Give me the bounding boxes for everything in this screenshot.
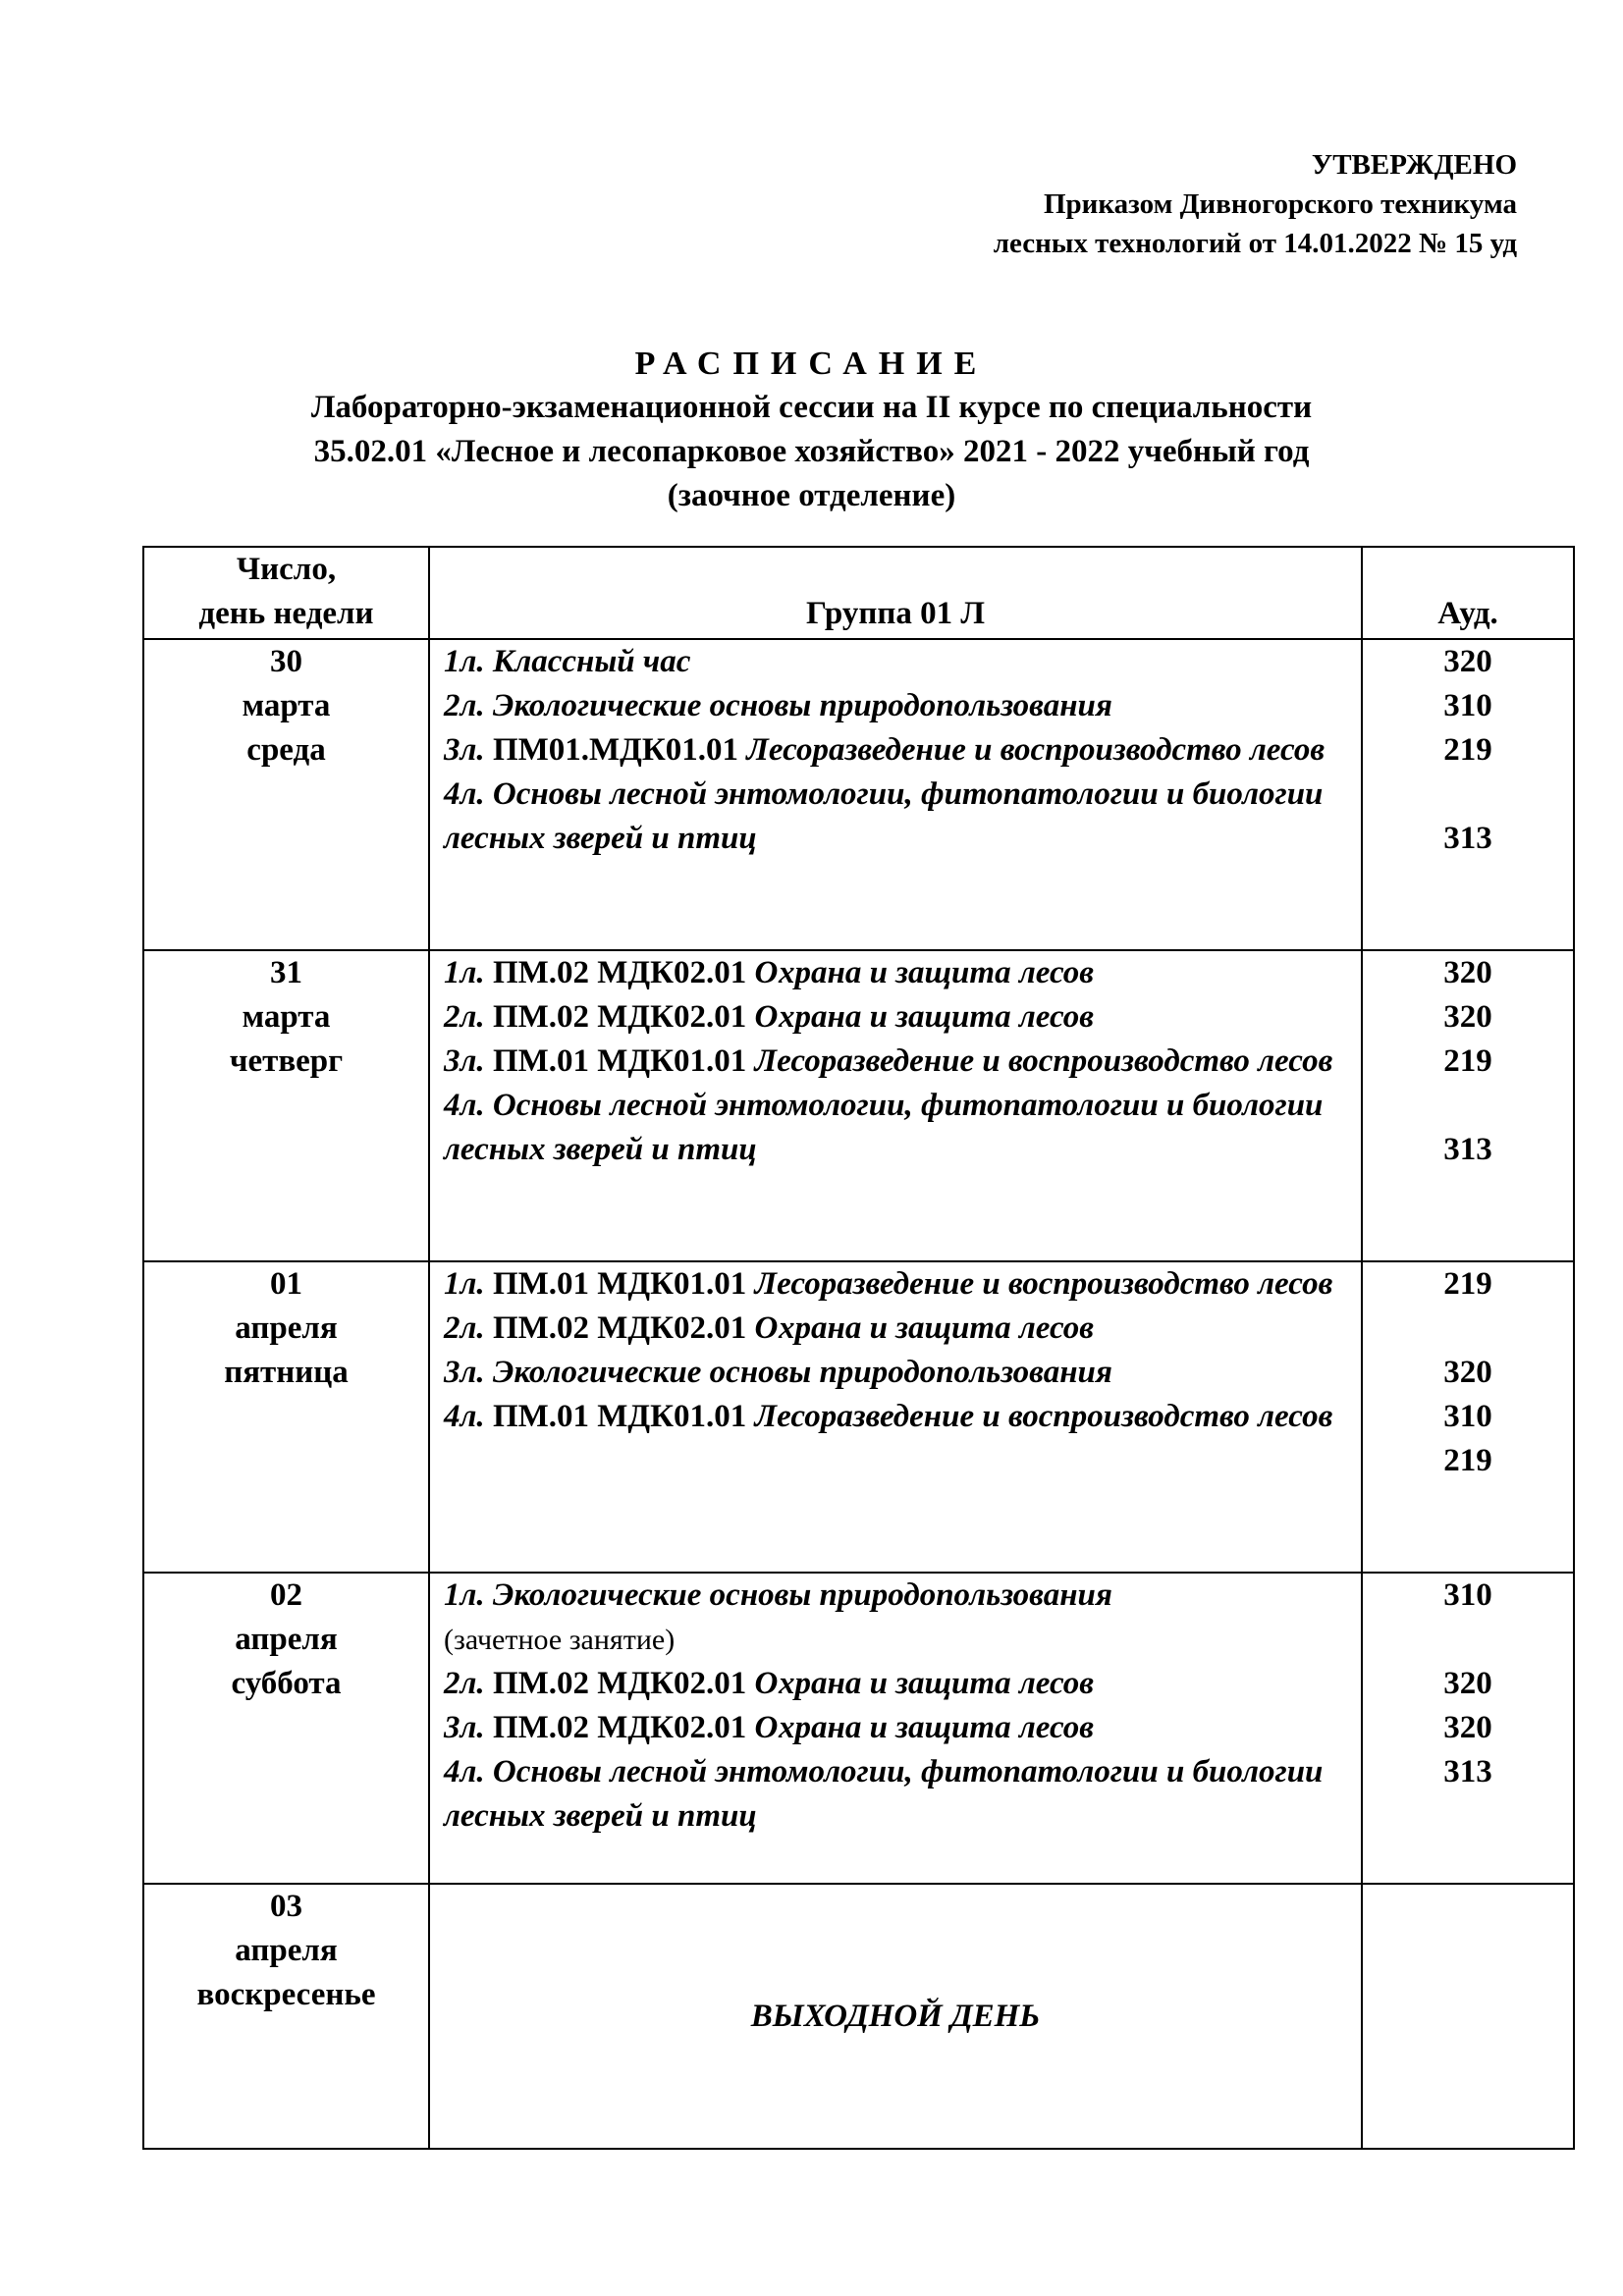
room-number: 310 bbox=[1443, 1577, 1492, 1613]
lessons-cell bbox=[429, 639, 1362, 950]
room-cell bbox=[1362, 639, 1574, 950]
room-number: 320 bbox=[1443, 1666, 1492, 1701]
date-cell bbox=[143, 950, 429, 1261]
approval-line-order: Приказом Дивногорского техникума bbox=[1043, 188, 1517, 220]
room-cell bbox=[1362, 950, 1574, 1261]
day-weekday: среда bbox=[246, 732, 326, 768]
date-cell bbox=[143, 1884, 429, 2149]
header-date-line2: день недели bbox=[198, 596, 374, 631]
lesson-item: 3л. ПМ.01 МДК01.01 Лесоразведение и воспроизводство лесов bbox=[444, 1043, 1333, 1079]
lesson-item: 3л. Экологические основы природопользования bbox=[444, 1355, 1112, 1390]
lesson-item: 1л. Классный час bbox=[444, 644, 691, 679]
table-row bbox=[143, 639, 1574, 950]
room-cell bbox=[1362, 1573, 1574, 1884]
lesson-note: (зачетное занятие) bbox=[444, 1624, 676, 1656]
room-number: 219 bbox=[1443, 1443, 1492, 1478]
day-month: апреля bbox=[235, 1310, 338, 1346]
day-weekday: воскресенье bbox=[196, 1977, 376, 2012]
day-month: марта bbox=[242, 688, 331, 723]
day-month: апреля bbox=[235, 1933, 338, 1968]
date-cell bbox=[143, 1261, 429, 1573]
lesson-item: 3л. ПМ.02 МДК02.01 Охрана и защита лесов bbox=[444, 1710, 1095, 1745]
lesson-item: 4л. Основы лесной энтомологии, фитопатологии и биологии лесных зверей и птиц bbox=[444, 776, 1324, 856]
day-off-cell: ВЫХОДНОЙ ДЕНЬ bbox=[429, 1884, 1362, 2149]
room-number: 219 bbox=[1443, 1043, 1492, 1079]
schedule-table bbox=[142, 546, 1575, 2150]
room-number: 320 bbox=[1443, 644, 1492, 679]
document-subtitle-specialty: 35.02.01 «Лесное и лесопарковое хозяйство» 2021 - 2022 учебный год bbox=[313, 434, 1310, 469]
document-subtitle-session: Лабораторно-экзаменационной сессии на II курсе по специальности bbox=[310, 390, 1313, 425]
lesson-item: 2л. Экологические основы природопользования bbox=[444, 688, 1112, 723]
room-number: 320 bbox=[1443, 999, 1492, 1035]
date-cell bbox=[143, 1573, 429, 1884]
room-number: 219 bbox=[1443, 732, 1492, 768]
header-group: Группа 01 Л bbox=[429, 547, 1362, 639]
lessons-cell bbox=[429, 950, 1362, 1261]
day-number: 01 bbox=[270, 1266, 302, 1302]
lesson-item: 4л. Основы лесной энтомологии, фитопатологии и биологии лесных зверей и птиц bbox=[444, 1754, 1324, 1834]
room-cell bbox=[1362, 1261, 1574, 1573]
lesson-item: 2л. ПМ.02 МДК02.01 Охрана и защита лесов bbox=[444, 1310, 1095, 1346]
header-date-line1: Число, bbox=[236, 552, 337, 587]
room-number: 313 bbox=[1443, 1754, 1492, 1789]
header-room: Ауд. bbox=[1362, 547, 1574, 639]
lessons-cell bbox=[429, 1261, 1362, 1573]
room-number: 313 bbox=[1443, 821, 1492, 856]
day-weekday: четверг bbox=[229, 1043, 344, 1079]
document-title: РАСПИСАНИЕ bbox=[634, 346, 989, 382]
room-number: 320 bbox=[1443, 1355, 1492, 1390]
room-number: 310 bbox=[1443, 1399, 1492, 1434]
room-number: 320 bbox=[1443, 955, 1492, 990]
approval-line-date: лесных технологий от 14.01.2022 № 15 уд bbox=[993, 228, 1517, 259]
table-row bbox=[143, 950, 1574, 1261]
room-number: 320 bbox=[1443, 1710, 1492, 1745]
room-number: 310 bbox=[1443, 688, 1492, 723]
table-row bbox=[143, 1884, 1574, 2149]
lesson-item: 4л. ПМ.01 МДК01.01 Лесоразведение и воспроизводство лесов bbox=[444, 1399, 1333, 1434]
day-weekday: суббота bbox=[231, 1666, 342, 1701]
header-date bbox=[143, 547, 429, 639]
day-month: апреля bbox=[235, 1622, 338, 1657]
day-number: 30 bbox=[270, 644, 302, 679]
table-header-row bbox=[143, 547, 1574, 639]
lesson-item: 2л. ПМ.02 МДК02.01 Охрана и защита лесов bbox=[444, 1666, 1095, 1701]
day-month: марта bbox=[242, 999, 331, 1035]
day-weekday: пятница bbox=[224, 1355, 349, 1390]
document-title-block bbox=[0, 342, 1623, 518]
day-number: 31 bbox=[270, 955, 302, 990]
lesson-item: 3л. ПМ01.МДК01.01 Лесоразведение и воспроизводство лесов bbox=[444, 732, 1325, 768]
approval-line-approved: УТВЕРЖДЕНО bbox=[1311, 149, 1517, 181]
room-cell bbox=[1362, 1884, 1574, 2149]
date-cell bbox=[143, 639, 429, 950]
day-number: 02 bbox=[270, 1577, 302, 1613]
approval-stamp bbox=[994, 145, 1517, 263]
room-number: 219 bbox=[1443, 1266, 1492, 1302]
document-subtitle-department: (заочное отделение) bbox=[667, 478, 956, 513]
lessons-cell bbox=[429, 1573, 1362, 1884]
table-row bbox=[143, 1573, 1574, 1884]
table-row bbox=[143, 1261, 1574, 1573]
lesson-item: 1л. ПМ.02 МДК02.01 Охрана и защита лесов bbox=[444, 955, 1095, 990]
room-number: 313 bbox=[1443, 1132, 1492, 1167]
lesson-item: 1л. ПМ.01 МДК01.01 Лесоразведение и воспроизводство лесов bbox=[444, 1266, 1333, 1302]
lesson-item: 4л. Основы лесной энтомологии, фитопатологии и биологии лесных зверей и птиц bbox=[444, 1088, 1324, 1167]
lesson-item: 2л. ПМ.02 МДК02.01 Охрана и защита лесов bbox=[444, 999, 1095, 1035]
day-number: 03 bbox=[270, 1889, 302, 1924]
lesson-item: 1л. Экологические основы природопользования (зачетное занятие) bbox=[444, 1577, 1112, 1656]
